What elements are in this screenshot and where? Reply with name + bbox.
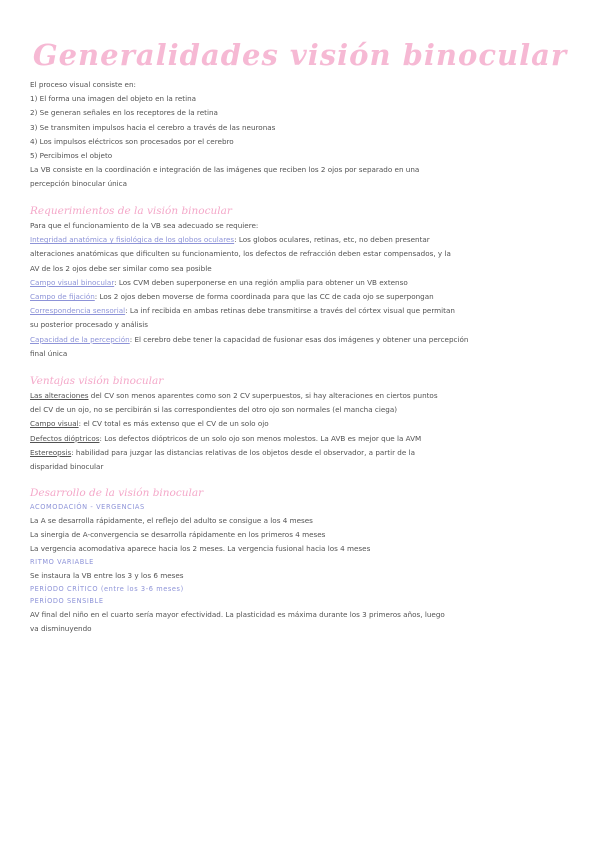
advantage-line xyxy=(30,446,578,460)
requirement-text: : El cerebro debe tener la capacidad de fusionar esas dos imágenes y obtener una percepción xyxy=(129,334,469,344)
requirement-text: su posterior procesado y análisis xyxy=(30,320,149,330)
development-line: va disminuyendo xyxy=(30,624,92,634)
advantage-text: : Los defectos dióptricos de un solo ojo son menos molestos. La AVB es mejor que la AVM xyxy=(99,433,422,443)
requirements-lead: Para que el funcionamiento de la VB sea adecuado se requiere: xyxy=(30,221,259,230)
requirement-label: Capacidad de la percepción xyxy=(30,334,130,344)
development-heading: Desarrollo de la visión binocular xyxy=(30,487,204,499)
requirement-text: : Los 2 ojos deben moverse de forma coordinada para que las CC de cada ojo se superpongan xyxy=(94,292,434,302)
requirement-line xyxy=(30,347,578,361)
subheading: PERÍODO CRÍTICO (entre los 3-6 meses) xyxy=(30,584,184,593)
requirement-text: AV de los 2 ojos debe ser similar como sea posible xyxy=(30,263,212,273)
intro-line: 3) Se transmiten impulsos hacia el cerebro a través de las neuronas xyxy=(30,122,276,132)
requirement-line xyxy=(30,290,578,304)
advantage-text: del CV de un ojo, no se percibirán si las correspondientes del otro ojo son normales (el mancha ciega) xyxy=(30,405,398,415)
advantage-label: Defectos dióptricos xyxy=(30,433,100,443)
intro-line: La VB consiste en la coordinación e integración de las imágenes que reciben los 2 ojos por separado en una xyxy=(30,165,420,175)
advantages-heading: Ventajas visión binocular xyxy=(30,375,164,387)
requirement-text: : Los CVM deben superponerse en una región amplia para obtener un VB extenso xyxy=(114,277,408,287)
advantage-line xyxy=(30,460,578,474)
requirement-text: alteraciones anatómicas que dificulten su funcionamiento, los defectos de refracción deben estar compensados, y la xyxy=(30,249,451,259)
requirement-label: Integridad anatómica y fisiológica de los globos oculares xyxy=(30,235,235,245)
advantage-line xyxy=(30,432,578,446)
requirement-line xyxy=(30,318,578,332)
intro-line: El proceso visual consiste en: xyxy=(30,80,136,89)
requirement-label: Correspondencia sensorial xyxy=(30,306,126,316)
requirement-line xyxy=(30,276,578,290)
advantage-label: Campo visual xyxy=(30,419,79,429)
requirements-section xyxy=(30,204,578,361)
requirement-line xyxy=(30,333,578,347)
advantage-text: : el CV total es más extenso que el CV de un solo ojo xyxy=(78,419,269,429)
advantage-text: del CV son menos aparentes como son 2 CV superpuestos, si hay alteraciones en ciertos puntos xyxy=(88,391,438,400)
intro-line: 5) Percibimos el objeto xyxy=(30,151,113,161)
requirement-text: : La inf recibida en ambas retinas debe transmitirse a través del córtex visual que permitan xyxy=(125,306,455,316)
requirement-line xyxy=(30,304,578,318)
subheading: RITMO VARIABLE xyxy=(30,558,94,567)
advantage-line xyxy=(30,389,578,403)
development-line: Se instaura la VB entre los 3 y los 6 meses xyxy=(30,570,184,580)
subheading: ACOMODACIÓN - VERGENCIAS xyxy=(30,503,145,511)
advantage-label: Las alteraciones xyxy=(30,391,89,400)
development-line: AV final del niño en el cuarto sería mayor efectividad. La plasticidad es máxima durante los 3 primeros años, luego xyxy=(30,609,445,619)
intro-section xyxy=(30,78,578,192)
subheading: PERÍODO SENSIBLE xyxy=(30,597,104,606)
advantage-label: Estereopsis xyxy=(30,447,72,457)
advantage-text: : habilidad para juzgar las distancias relativas de los objetos desde el observador, a partir de la xyxy=(71,447,415,457)
requirement-text: : Los globos oculares, retinas, etc, no deben presentar xyxy=(234,235,430,245)
requirement-line xyxy=(30,247,578,261)
requirement-label: Campo visual binocular xyxy=(30,277,115,287)
intro-line: percepción binocular única xyxy=(30,179,128,189)
intro-line: 2) Se generan señales en los receptores de la retina xyxy=(30,108,218,118)
intro-line: 4) Los impulsos eléctricos son procesados por el cerebro xyxy=(30,136,234,146)
advantage-line xyxy=(30,403,578,417)
page-title: Generalidades visión binocular xyxy=(32,38,568,72)
advantages-section xyxy=(30,374,578,474)
development-line: La sinergia de A-convergencia se desarrolla rápidamente en los primeros 4 meses xyxy=(30,529,326,539)
advantage-line xyxy=(30,417,578,431)
requirement-line xyxy=(30,262,578,276)
development-line: La vergencia acomodativa aparece hacia los 2 meses. La vergencia fusional hacia los 4 meses xyxy=(30,543,371,553)
requirement-line xyxy=(30,233,578,247)
requirement-text: final única xyxy=(30,348,68,358)
requirements-heading: Requerimientos de la visión binocular xyxy=(30,205,232,217)
development-section xyxy=(30,486,578,636)
development-line: La A se desarrolla rápidamente, el reflejo del adulto se consigue a los 4 meses xyxy=(30,515,313,525)
intro-line: 1) El forma una imagen del objeto en la retina xyxy=(30,94,197,104)
advantage-text: disparidad binocular xyxy=(30,462,104,472)
requirement-label: Campo de fijación xyxy=(30,292,95,302)
